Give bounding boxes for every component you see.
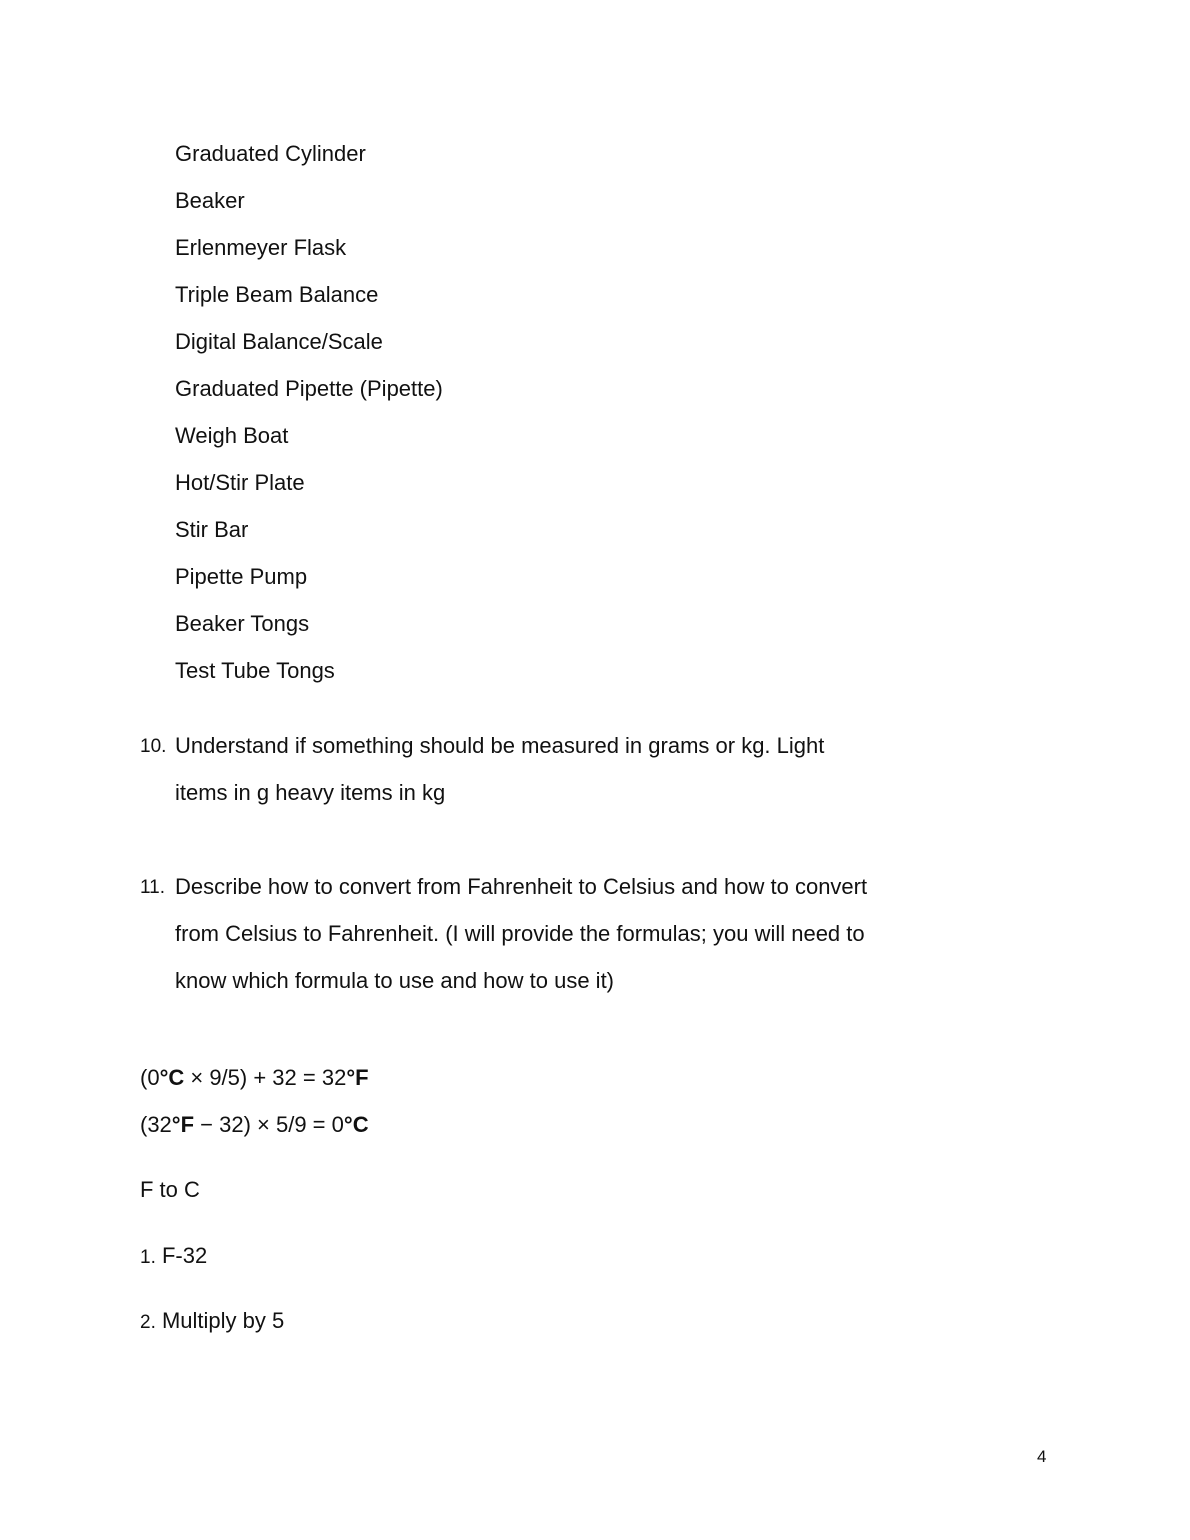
step-1 — [140, 1241, 207, 1271]
formula-part: (32 — [140, 1112, 172, 1137]
step-text: F-32 — [155, 1243, 208, 1268]
formula-part: × 9/5) + 32 = 32 — [184, 1065, 347, 1090]
item-text-line: items in g heavy items in kg — [175, 780, 446, 805]
formula-c-to-f — [140, 1063, 369, 1093]
item-text-line: from Celsius to Fahrenheit. (I will provide the formulas; you will need to — [175, 921, 865, 946]
list-item: Weigh Boat — [175, 423, 289, 448]
unit-fahrenheit: °F — [171, 1112, 195, 1137]
list-item: Graduated Pipette (Pipette) — [175, 376, 443, 401]
page-number: 4 — [1037, 1447, 1047, 1466]
list-item: Pipette Pump — [175, 564, 308, 589]
item-text-line: Describe how to convert from Fahrenheit to Celsius and how to convert — [175, 874, 868, 899]
step-text: Multiply by 5 — [155, 1308, 285, 1333]
item-text-line: know which formula to use and how to use it) — [175, 968, 615, 993]
list-item: Beaker — [175, 188, 245, 213]
item-number: 11. — [140, 877, 166, 898]
unit-celsius: °C — [343, 1112, 369, 1137]
list-item: Triple Beam Balance — [175, 282, 379, 307]
list-item: Beaker Tongs — [175, 611, 310, 636]
unit-celsius: °C — [159, 1065, 185, 1090]
f-to-c-heading: F to C — [140, 1177, 200, 1202]
unit-fahrenheit: °F — [346, 1065, 369, 1090]
list-item: Stir Bar — [175, 517, 249, 542]
item-number: 10. — [140, 736, 167, 757]
list-item: Graduated Cylinder — [175, 141, 366, 166]
list-item: Erlenmeyer Flask — [175, 235, 347, 260]
list-item: Test Tube Tongs — [175, 658, 335, 683]
item-text-line: Understand if something should be measured in grams or kg. Light — [175, 733, 825, 758]
step-number: 1. — [140, 1247, 156, 1268]
step-number: 2. — [140, 1312, 156, 1333]
list-item: Hot/Stir Plate — [175, 470, 305, 495]
step-2 — [140, 1306, 284, 1336]
formula-part: − 32) × 5/9 = 0 — [194, 1112, 344, 1137]
formula-f-to-c — [140, 1110, 369, 1140]
list-item: Digital Balance/Scale — [175, 329, 383, 354]
formula-part: (0 — [140, 1065, 160, 1090]
